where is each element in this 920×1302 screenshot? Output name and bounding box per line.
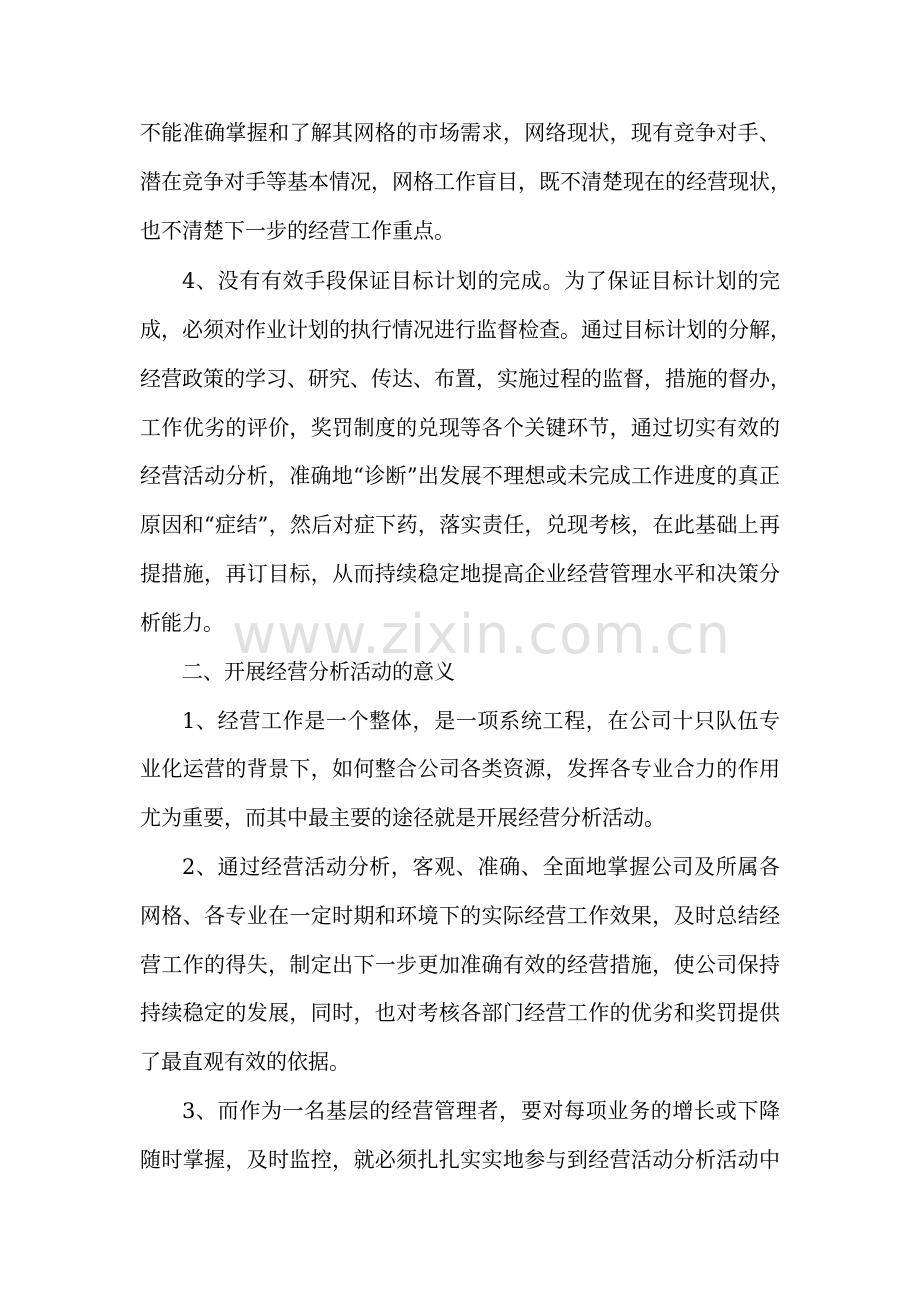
section-heading: 二、开展经营分析活动的意义	[182, 660, 455, 684]
text-line: 业化运营的背景下，如何整合公司各类资源，发挥各专业合力的作用	[140, 757, 780, 781]
text-line: 1、经营工作是一个整体，是一项系统工程，在公司十只队伍专	[182, 709, 780, 733]
text-line: 经营活动分析，准确地“诊断”出发展不理想或未完成工作进度的真正	[140, 464, 780, 488]
text-line: 营工作的得失，制定出下一步更加准确有效的经营措施，使公司保持	[140, 953, 780, 977]
text-line: 不能准确掌握和了解其网格的市场需求，网络现状，现有竞争对手、	[140, 121, 780, 145]
text-line: 潜在竞争对手等基本情况，网格工作盲目，既不清楚现在的经营现状，	[140, 170, 791, 194]
text-line: 4、没有有效手段保证目标计划的完成。为了保证目标计划的完	[182, 269, 780, 293]
text-line: 析能力。	[140, 611, 224, 635]
text-line: 随时掌握，及时监控，就必须扎扎实实地参与到经营活动分析活动中	[140, 1148, 780, 1172]
text-line: 2、通过经营活动分析，客观、准确、全面地掌握公司及所属各	[182, 855, 780, 879]
text-line: 成，必须对作业计划的执行情况进行监督检查。通过目标计划的分解，	[140, 318, 791, 342]
text-line: 也不清楚下一步的经营工作重点。	[140, 219, 455, 243]
text-line: 3、而作为一名基层的经营管理者，要对每项业务的增长或下降	[182, 1099, 780, 1123]
text-line: 尤为重要，而其中最主要的途径就是开展经营分析活动。	[140, 806, 665, 830]
watermark: www.zixin.com.cn	[232, 603, 731, 666]
text-line: 提措施，再订目标，从而持续稳定地提高企业经营管理水平和决策分	[140, 562, 780, 586]
text-line: 经营政策的学习、研究、传达、布置，实施过程的监督，措施的督办，	[140, 367, 791, 391]
text-line: 了最直观有效的依据。	[140, 1050, 350, 1074]
text-line: 持续稳定的发展，同时，也对考核各部门经营工作的优劣和奖罚提供	[140, 1001, 780, 1025]
text-line: 网格、各专业在一定时期和环境下的实际经营工作效果，及时总结经	[140, 904, 780, 928]
text-line: 工作优劣的评价，奖罚制度的兑现等各个关键环节，通过切实有效的	[140, 416, 780, 440]
text-line: 原因和“症结”，然后对症下药，落实责任，兑现考核，在此基础上再	[140, 513, 780, 537]
